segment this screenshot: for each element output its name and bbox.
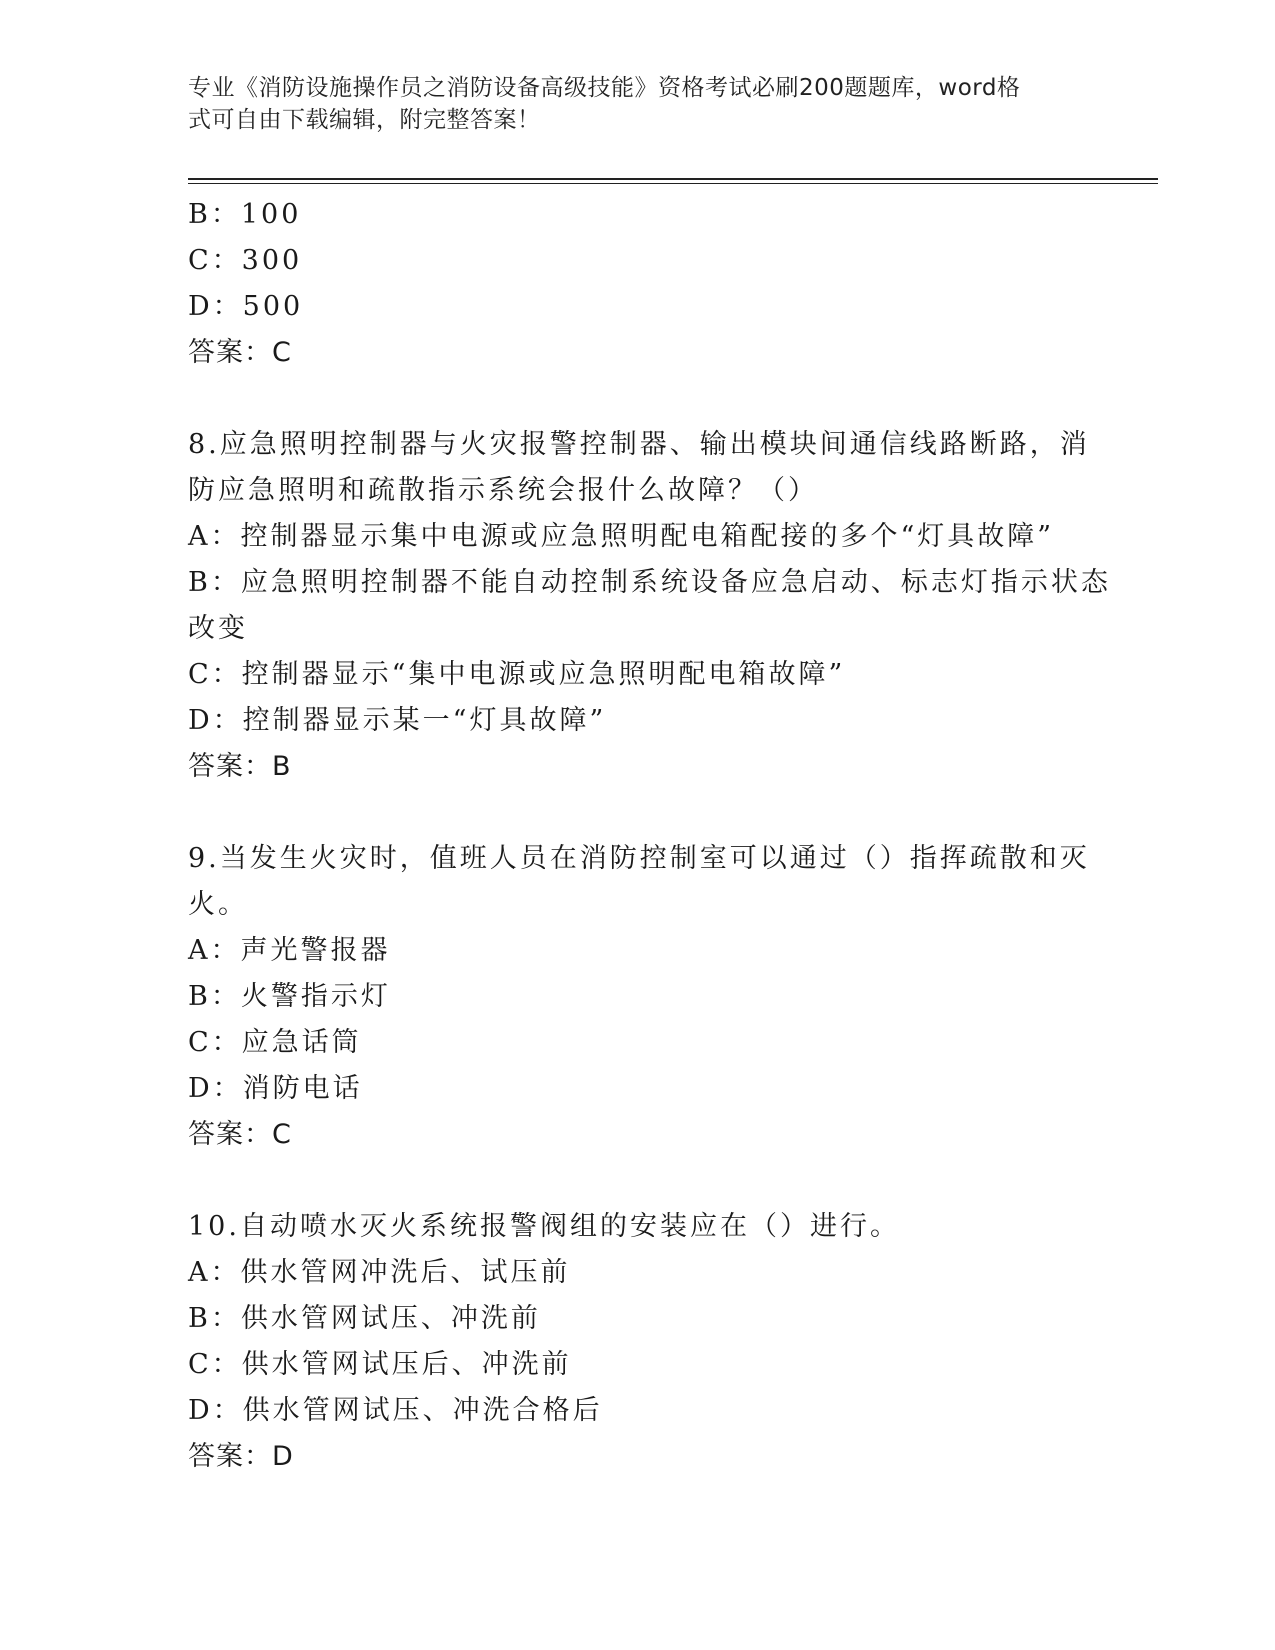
header-divider-thick xyxy=(188,178,1158,180)
option-b: B：100 xyxy=(188,199,302,230)
option-d: D：控制器显示某一“灯具故障” xyxy=(188,705,607,736)
prev-question-block xyxy=(188,192,1088,376)
option-a: A：声光警报器 xyxy=(188,935,391,966)
answer-line: 答案：C xyxy=(188,1119,292,1150)
option-c: C：供水管网试压后、冲洗前 xyxy=(188,1349,572,1380)
answer-line: 答案：C xyxy=(188,337,292,368)
header-line-2: 式可自由下载编辑，附完整答案！ xyxy=(188,107,541,133)
header-divider-thin xyxy=(188,183,1158,184)
header-line-1: 专业《消防设施操作员之消防设备高级技能》资格考试必刷200题题库，word格 xyxy=(188,75,1021,101)
answer-line: 答案：D xyxy=(188,1441,294,1472)
option-b: B：火警指示灯 xyxy=(188,981,391,1012)
spacer xyxy=(188,376,1088,422)
question-8-text-line-1: 8.应急照明控制器与火灾报警控制器、输出模块间通信线路断路，消 xyxy=(188,429,1090,460)
option-d: D：供水管网试压、冲洗合格后 xyxy=(188,1395,603,1426)
option-b: B：应急照明控制器不能自动控制系统设备应急启动、标志灯指示状态 xyxy=(188,567,1111,598)
question-8-block xyxy=(188,422,1111,790)
question-9-block xyxy=(188,836,1088,1158)
question-10-block xyxy=(188,1204,1088,1480)
option-b-continued: 改变 xyxy=(188,613,248,644)
option-b: B：供水管网试压、冲洗前 xyxy=(188,1303,541,1334)
option-d: D：消防电话 xyxy=(188,1073,363,1104)
question-8-text-line-2: 防应急照明和疏散指示系统会报什么故障？（） xyxy=(188,475,818,506)
question-content xyxy=(188,192,1111,1480)
option-a: A：供水管网冲洗后、试压前 xyxy=(188,1257,571,1288)
option-d: D：500 xyxy=(188,291,304,322)
question-10-text-line-1: 10.自动喷水灭火系统报警阀组的安装应在（）进行。 xyxy=(188,1211,900,1242)
option-c: C：控制器显示“集中电源或应急照明配电箱故障” xyxy=(188,659,846,690)
answer-line: 答案：B xyxy=(188,751,292,782)
option-a: A：控制器显示集中电源或应急照明配电箱配接的多个“灯具故障” xyxy=(188,521,1055,552)
option-c: C：应急话筒 xyxy=(188,1027,362,1058)
spacer xyxy=(188,790,1088,836)
option-c: C：300 xyxy=(188,245,303,276)
question-9-text-line-2: 火。 xyxy=(188,889,248,920)
question-9-text-line-1: 9.当发生火灾时，值班人员在消防控制室可以通过（）指挥疏散和灭 xyxy=(188,843,1090,874)
document-header xyxy=(188,72,1088,136)
spacer xyxy=(188,1158,1088,1204)
